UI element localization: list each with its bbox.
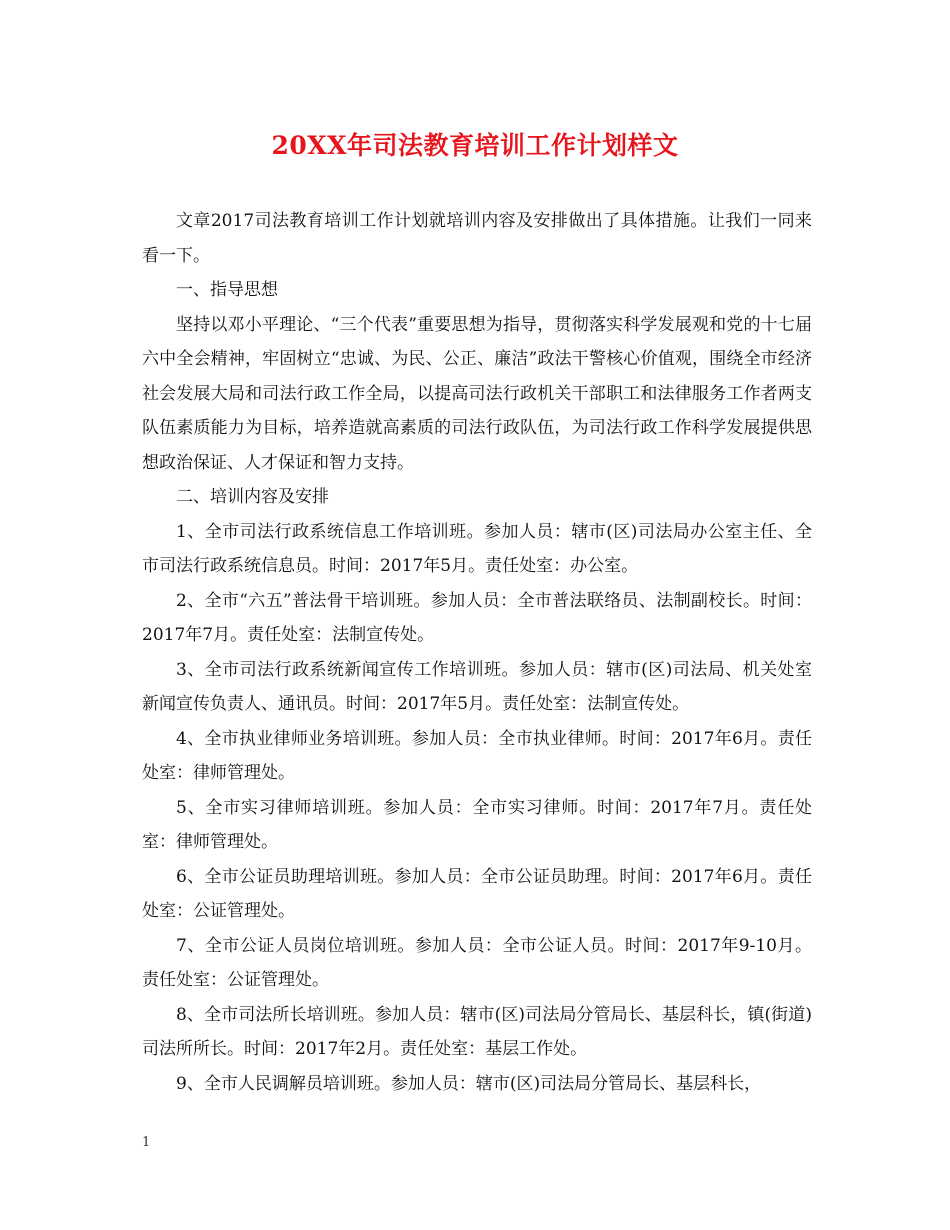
list-item: 9、全市人民调解员培训班。参加人员：辖市(区)司法局分管局长、基层科长， [176,1073,762,1094]
paragraph-guiding-thought: 坚持以邓小平理论、“三个代表”重要思想为指导，贯彻落实科学发展观和党的十七届六中全会精神，牢固树立“忠诚、为民、公正、廉洁”政法干警核心价值观，围绕全市经济社会发展大局和司法行政工作全局，以提高司法行政机关干部职工和法律服务工作者两支队伍素质能力为目标，培养造就高素质的司法行政队伍，为司法行政工作科学发展提供思想政治保证、人才保证和智力支持。 [142,314,812,473]
list-item: 7、全市公证人员岗位培训班。参加人员：全市公证人员。时间：2017年9-10月。责任处室：公证管理处。 [142,935,812,990]
list-item: 6、全市公证员助理培训班。参加人员：全市公证员助理。时间：2017年6月。责任处室：公证管理处。 [142,866,812,921]
page-number: 1 [142,1135,151,1150]
section-heading-guiding-thought: 一、指导思想 [176,280,278,300]
document-body [142,204,812,1101]
list-item: 1、全市司法行政系统信息工作培训班。参加人员：辖市(区)司法局办公室主任、全市司法行政系统信息员。时间：2017年5月。责任处室：办公室。 [142,521,812,576]
list-item: 4、全市执业律师业务培训班。参加人员：全市执业律师。时间：2017年6月。责任处室：律师管理处。 [142,728,812,783]
list-item: 8、全市司法所长培训班。参加人员：辖市(区)司法局分管局长、基层科长，镇(街道)司法所所长。时间：2017年2月。责任处室：基层工作处。 [142,1004,812,1059]
list-item: 2、全市“六五”普法骨干培训班。参加人员：全市普法联络员、法制副校长。时间：2017年7月。责任处室：法制宣传处。 [142,590,812,645]
list-item: 3、全市司法行政系统新闻宣传工作培训班。参加人员：辖市(区)司法局、机关处室新闻宣传负责人、通讯员。时间：2017年5月。责任处室：法制宣传处。 [142,659,812,714]
section-heading-training-content: 二、培训内容及安排 [176,487,329,507]
document-title: 20XX年司法教育培训工作计划样文 [271,131,679,160]
paragraph-intro: 文章2017司法教育培训工作计划就培训内容及安排做出了具体措施。让我们一同来看一下。 [142,211,812,266]
list-item: 5、全市实习律师培训班。参加人员：全市实习律师。时间：2017年7月。责任处室：律师管理处。 [142,797,812,852]
